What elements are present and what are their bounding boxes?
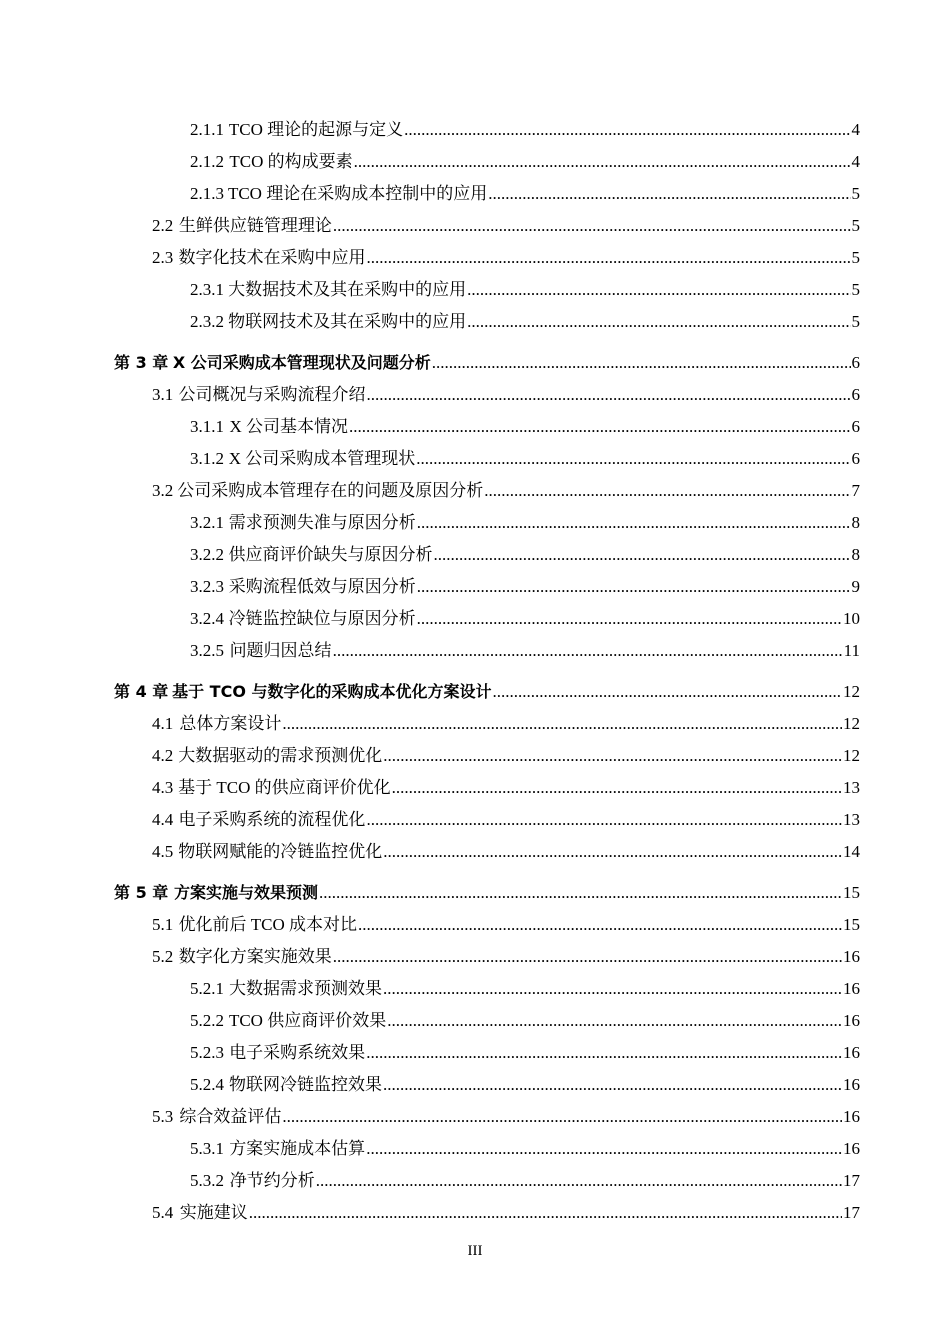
toc-entry-page-number: 16 bbox=[843, 1075, 860, 1094]
toc-subsection-entry[interactable] bbox=[0, 178, 950, 210]
toc-dot-leader bbox=[383, 740, 842, 772]
toc-entry-number: 3.2.1 bbox=[190, 513, 224, 532]
toc-subsection-entry[interactable] bbox=[0, 1005, 950, 1037]
toc-chapter-entry[interactable] bbox=[0, 877, 950, 909]
toc-entry-title: 电子采购系统的流程优化 bbox=[178, 810, 366, 829]
toc-entry-number: 2.3 bbox=[152, 248, 174, 267]
toc-entry-title: 需求预测失准与原因分析 bbox=[228, 513, 416, 532]
toc-subsection-entry[interactable] bbox=[0, 1165, 950, 1197]
toc-dot-leader bbox=[383, 1069, 842, 1101]
toc-dot-leader bbox=[432, 347, 851, 379]
toc-entry-title: 方案实施与效果预测 bbox=[173, 883, 318, 902]
toc-entry-number: 3.1.1 bbox=[190, 417, 224, 436]
toc-dot-leader bbox=[333, 941, 842, 973]
toc-entry-page-number: 5 bbox=[851, 280, 860, 299]
toc-entry-page-number: 16 bbox=[843, 1011, 860, 1030]
toc-entry-number: 5.1 bbox=[152, 915, 174, 934]
toc-entry-title: 大数据技术及其在采购中的应用 bbox=[228, 280, 467, 299]
toc-section-entry[interactable] bbox=[0, 1101, 950, 1133]
toc-entry-title: TCO 理论的起源与定义 bbox=[228, 120, 404, 139]
toc-entry-title: 公司采购成本管理存在的问题及原因分析 bbox=[177, 481, 484, 500]
toc-entry-page-number: 12 bbox=[843, 746, 860, 765]
toc-subsection-entry[interactable] bbox=[0, 1037, 950, 1069]
toc-entry-page-number: 13 bbox=[843, 810, 860, 829]
toc-dot-leader bbox=[333, 635, 843, 667]
toc-dot-leader bbox=[416, 443, 850, 475]
toc-dot-leader bbox=[367, 242, 851, 274]
toc-subsection-entry[interactable] bbox=[0, 146, 950, 178]
toc-section-entry[interactable] bbox=[0, 836, 950, 868]
toc-entry-title: X 公司基本情况 bbox=[229, 417, 348, 436]
toc-dot-leader bbox=[358, 909, 842, 941]
toc-dot-leader bbox=[484, 475, 850, 507]
toc-dot-leader bbox=[319, 877, 842, 909]
toc-entry-number: 2.3.2 bbox=[190, 312, 224, 331]
toc-entry-title: 方案实施成本估算 bbox=[229, 1139, 366, 1158]
toc-entry-number: 5.2.1 bbox=[190, 979, 224, 998]
toc-entry-page-number: 17 bbox=[843, 1171, 860, 1190]
toc-entry-number: 5.3.1 bbox=[190, 1139, 224, 1158]
toc-dot-leader bbox=[333, 210, 851, 242]
toc-dot-leader bbox=[467, 306, 850, 338]
toc-dot-leader bbox=[282, 1101, 842, 1133]
toc-entry-title: 冷链监控缺位与原因分析 bbox=[228, 609, 416, 628]
toc-entry-page-number: 16 bbox=[843, 979, 860, 998]
toc-entry-page-number: 8 bbox=[851, 545, 860, 564]
toc-subsection-entry[interactable] bbox=[0, 443, 950, 475]
toc-entry-title: X 公司采购成本管理现状及问题分析 bbox=[172, 353, 431, 372]
toc-entry-number: 5.3 bbox=[152, 1107, 174, 1126]
toc-dot-leader bbox=[366, 804, 842, 836]
toc-entry-title: TCO 供应商评价效果 bbox=[228, 1011, 387, 1030]
toc-subsection-entry[interactable] bbox=[0, 571, 950, 603]
toc-section-entry[interactable] bbox=[0, 708, 950, 740]
toc-entry-number: 5.2.2 bbox=[190, 1011, 224, 1030]
toc-section-entry[interactable] bbox=[0, 740, 950, 772]
toc-entry-number: 5.2.4 bbox=[190, 1075, 224, 1094]
toc-entry-number: 2.1.2 bbox=[190, 152, 224, 171]
toc-section-entry[interactable] bbox=[0, 1197, 950, 1229]
toc-subsection-entry[interactable] bbox=[0, 603, 950, 635]
toc-entry-page-number: 6 bbox=[851, 385, 860, 404]
toc-dot-leader bbox=[488, 178, 850, 210]
toc-dot-leader bbox=[493, 676, 843, 708]
toc-subsection-entry[interactable] bbox=[0, 274, 950, 306]
toc-subsection-entry[interactable] bbox=[0, 635, 950, 667]
toc-entry-number: 4.5 bbox=[152, 842, 174, 861]
toc-entry-title: 综合效益评估 bbox=[179, 1107, 282, 1126]
toc-entry-title: 实施建议 bbox=[179, 1203, 248, 1222]
toc-section-entry[interactable] bbox=[0, 772, 950, 804]
toc-entry-page-number: 4 bbox=[851, 120, 860, 139]
toc-entry-title: 基于 TCO 的供应商评价优化 bbox=[178, 778, 391, 797]
toc-dot-leader bbox=[282, 708, 842, 740]
toc-entry-page-number: 4 bbox=[851, 152, 860, 171]
toc-entry-title: 大数据需求预测效果 bbox=[229, 979, 382, 998]
toc-dot-leader bbox=[249, 1197, 842, 1229]
toc-entry-number: 第 4 章 bbox=[114, 682, 169, 701]
toc-entry-page-number: 16 bbox=[843, 947, 860, 966]
toc-dot-leader bbox=[367, 379, 851, 411]
toc-entry-number: 5.2 bbox=[152, 947, 174, 966]
toc-section-entry[interactable] bbox=[0, 909, 950, 941]
toc-entry-title: 供应商评价缺失与原因分析 bbox=[228, 545, 433, 564]
toc-entry-page-number: 5 bbox=[851, 312, 860, 331]
toc-entry-page-number: 17 bbox=[843, 1203, 860, 1222]
toc-entry-number: 4.3 bbox=[152, 778, 174, 797]
toc-section-entry[interactable] bbox=[0, 379, 950, 411]
toc-entry-title: 采购流程低效与原因分析 bbox=[228, 577, 416, 596]
toc-entry-number: 3.2.2 bbox=[190, 545, 224, 564]
toc-entry-title: 总体方案设计 bbox=[179, 714, 282, 733]
toc-dot-leader bbox=[366, 1133, 842, 1165]
toc-dot-leader bbox=[354, 146, 851, 178]
toc-entry-number: 3.2.3 bbox=[190, 577, 224, 596]
toc-entry-page-number: 16 bbox=[843, 1043, 860, 1062]
toc-entry-title: X 公司采购成本管理现状 bbox=[228, 449, 416, 468]
toc-dot-leader bbox=[392, 772, 842, 804]
toc-chapter-entry[interactable] bbox=[0, 676, 950, 708]
toc-dot-leader bbox=[467, 274, 850, 306]
toc-entry-page-number: 12 bbox=[843, 682, 860, 701]
toc-dot-leader bbox=[417, 603, 842, 635]
toc-section-entry[interactable] bbox=[0, 242, 950, 274]
toc-entry-title: 物联网冷链监控效果 bbox=[229, 1075, 382, 1094]
page-footer-number: III bbox=[467, 1243, 483, 1259]
toc-entry-page-number: 7 bbox=[851, 481, 860, 500]
toc-entry-title: 问题归因总结 bbox=[229, 641, 332, 660]
toc-dot-leader bbox=[387, 1005, 842, 1037]
table-of-contents bbox=[0, 114, 950, 1229]
toc-entry-number: 4.4 bbox=[152, 810, 174, 829]
toc-subsection-entry[interactable] bbox=[0, 306, 950, 338]
toc-entry-page-number: 5 bbox=[851, 248, 860, 267]
toc-entry-title: 大数据驱动的需求预测优化 bbox=[178, 746, 383, 765]
toc-section-entry[interactable] bbox=[0, 210, 950, 242]
toc-dot-leader bbox=[383, 973, 842, 1005]
toc-section-entry[interactable] bbox=[0, 475, 950, 507]
toc-entry-title: 物联网赋能的冷链监控优化 bbox=[178, 842, 383, 861]
toc-dot-leader bbox=[316, 1165, 842, 1197]
toc-dot-leader bbox=[417, 507, 851, 539]
toc-entry-page-number: 12 bbox=[843, 714, 860, 733]
toc-dot-leader bbox=[417, 571, 851, 603]
toc-entry-page-number: 16 bbox=[843, 1139, 860, 1158]
toc-entry-number: 3.1 bbox=[152, 385, 174, 404]
toc-entry-page-number: 5 bbox=[851, 184, 860, 203]
toc-entry-number: 2.1.3 bbox=[190, 184, 224, 203]
toc-entry-number: 3.2.5 bbox=[190, 641, 224, 660]
toc-entry-number: 4.1 bbox=[152, 714, 174, 733]
toc-entry-title: 数字化方案实施效果 bbox=[178, 947, 332, 966]
toc-subsection-entry[interactable] bbox=[0, 1069, 950, 1101]
toc-entry-number: 2.2 bbox=[152, 216, 174, 235]
toc-entry-title: 生鲜供应链管理理论 bbox=[178, 216, 332, 235]
toc-subsection-entry[interactable] bbox=[0, 507, 950, 539]
toc-dot-leader bbox=[383, 836, 842, 868]
toc-subsection-entry[interactable] bbox=[0, 973, 950, 1005]
toc-entry-number: 3.2.4 bbox=[190, 609, 224, 628]
toc-chapter-entry[interactable] bbox=[0, 347, 950, 379]
toc-entry-title: 优化前后 TCO 成本对比 bbox=[178, 915, 358, 934]
toc-entry-page-number: 16 bbox=[843, 1107, 860, 1126]
toc-entry-page-number: 8 bbox=[851, 513, 860, 532]
toc-entry-page-number: 10 bbox=[843, 609, 860, 628]
toc-dot-leader bbox=[349, 411, 851, 443]
toc-entry-title: 净节约分析 bbox=[229, 1171, 315, 1190]
toc-entry-number: 5.3.2 bbox=[190, 1171, 224, 1190]
toc-entry-page-number: 6 bbox=[851, 449, 860, 468]
toc-entry-title: 物联网技术及其在采购中的应用 bbox=[228, 312, 467, 331]
toc-entry-page-number: 11 bbox=[843, 641, 860, 660]
toc-entry-number: 5.2.3 bbox=[190, 1043, 224, 1062]
toc-entry-title: TCO 的构成要素 bbox=[229, 152, 353, 171]
toc-entry-page-number: 9 bbox=[851, 577, 860, 596]
toc-subsection-entry[interactable] bbox=[0, 411, 950, 443]
toc-entry-number: 2.3.1 bbox=[190, 280, 224, 299]
toc-dot-leader bbox=[404, 114, 850, 146]
toc-entry-title: 数字化技术在采购中应用 bbox=[178, 248, 366, 267]
toc-entry-page-number: 6 bbox=[851, 353, 860, 372]
toc-entry-title: 电子采购系统效果 bbox=[229, 1043, 366, 1062]
toc-entry-page-number: 15 bbox=[843, 915, 860, 934]
toc-subsection-entry[interactable] bbox=[0, 539, 950, 571]
toc-entry-title: 基于 TCO 与数字化的采购成本优化方案设计 bbox=[172, 682, 492, 701]
toc-entry-number: 3.2 bbox=[152, 481, 174, 500]
toc-entry-title: TCO 理论在采购成本控制中的应用 bbox=[227, 184, 488, 203]
toc-entry-number: 第 3 章 bbox=[114, 353, 169, 372]
toc-subsection-entry[interactable] bbox=[0, 114, 950, 146]
toc-entry-number: 3.1.2 bbox=[190, 449, 224, 468]
toc-entry-page-number: 15 bbox=[843, 883, 860, 902]
toc-entry-title: 公司概况与采购流程介绍 bbox=[178, 385, 366, 404]
toc-section-entry[interactable] bbox=[0, 804, 950, 836]
toc-entry-page-number: 14 bbox=[843, 842, 860, 861]
toc-entry-number: 4.2 bbox=[152, 746, 174, 765]
toc-entry-page-number: 5 bbox=[851, 216, 860, 235]
toc-entry-number: 第 5 章 bbox=[114, 883, 169, 902]
toc-entry-number: 2.1.1 bbox=[190, 120, 224, 139]
toc-dot-leader bbox=[366, 1037, 842, 1069]
toc-section-entry[interactable] bbox=[0, 941, 950, 973]
toc-subsection-entry[interactable] bbox=[0, 1133, 950, 1165]
toc-entry-number: 5.4 bbox=[152, 1203, 174, 1222]
toc-dot-leader bbox=[434, 539, 851, 571]
toc-entry-page-number: 6 bbox=[851, 417, 860, 436]
toc-entry-page-number: 13 bbox=[843, 778, 860, 797]
